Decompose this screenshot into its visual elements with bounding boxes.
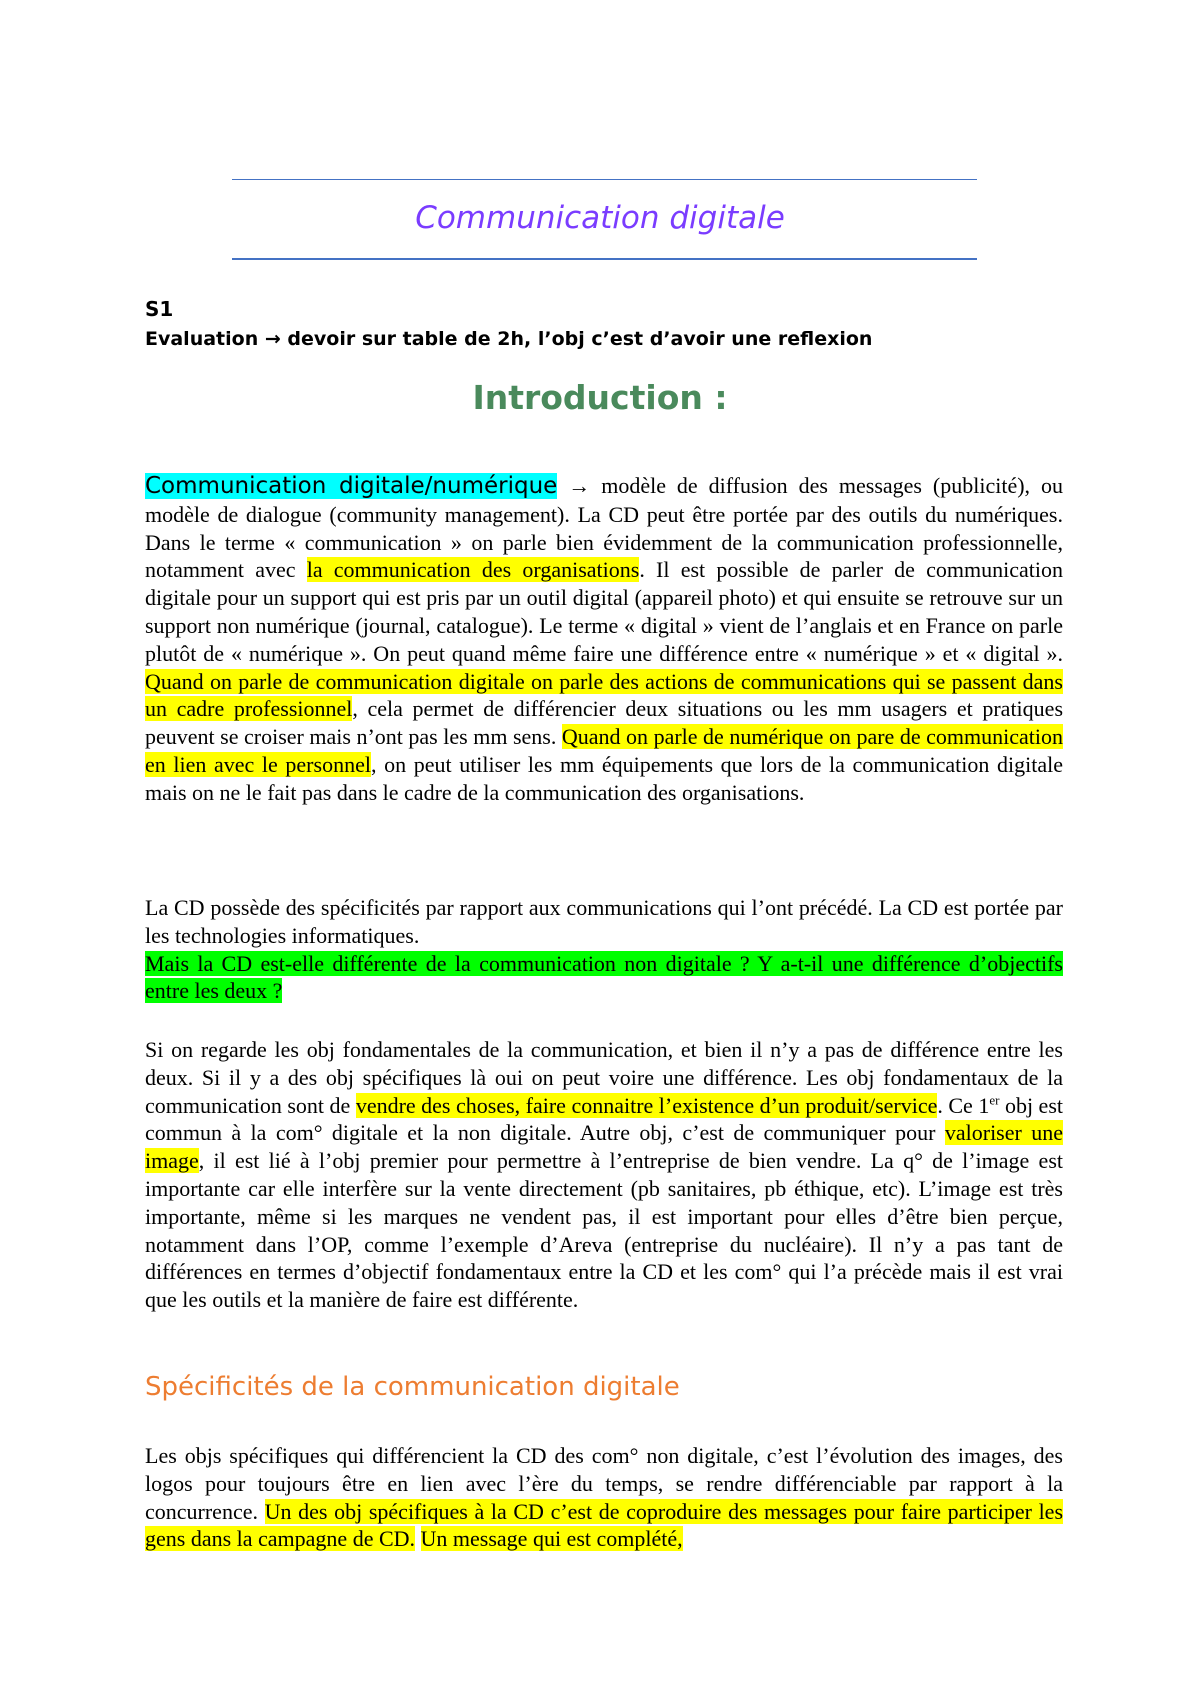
text-run: La CD possède des spécificités par rapport aux communications qui l’ont précédé. La CD est portée par les technologies informatiques. <box>145 895 1063 948</box>
evaluation-text: devoir sur table de 2h, l’obj c’est d’avoir une reflexion <box>280 328 873 350</box>
text-run: , cela permet de différencier deux situations ou les mm usagers et pratiques peuvent se croiser mais n’ont pas les mm sens. <box>145 696 1063 750</box>
highlight-run: Un des obj spécifiques à la CD c’est de coproduire des messages pour faire participer les gens dans la campagne de CD. <box>145 1498 1064 1552</box>
document-title: Communication digitale <box>415 200 785 236</box>
intro-heading: Introduction : <box>472 378 728 417</box>
superscript: er <box>989 1092 1000 1108</box>
text-run <box>415 1526 421 1551</box>
term-highlight: Communication digitale/numérique <box>145 473 558 499</box>
semester-label: S1 <box>145 297 174 321</box>
evaluation-line <box>145 328 872 350</box>
text-run: obj est commun à la com° digitale et la non digitale. Autre obj, c’est de communiquer pour <box>145 1092 1063 1146</box>
highlight-run: valoriser une image <box>145 1120 1063 1174</box>
highlight-run: Quand on parle de numérique on pare de communication en lien avec le personnel <box>145 724 1063 777</box>
section-heading: Spécificités de la communication digitale <box>145 1372 680 1402</box>
highlight-run: Quand on parle de communication digitale on parle des actions de communications qui se passent dans un cadre professionnel <box>145 668 1063 722</box>
text-run: Les objs spécifiques qui différencient la CD des com° non digitale, c’est l’évolution des images, des logos pour toujours être en lien avec l’ère du temps, se rendre différenciable par rapport à la concurrence. <box>145 1443 1063 1524</box>
text-run: . Il est possible de parler de communication digitale pour un support qui est pris par un outil digital (appareil photo) et qui ensuite se retrouve sur un support non numérique (journal, catalogue). Le terme « digital » vient de l’anglais et en France on parle plutôt de « numérique ». On peut quand même faire une différence entre « numérique » et « digital ». <box>145 557 1063 666</box>
text-run: modèle de diffusion des messages (publicité), ou modèle de dialogue (community management). La CD peut être portée par des outils du numériques. Dans le terme « communication » on parle bien évidemment de la communication professionnelle, notamment avec <box>145 473 1064 583</box>
green-highlight-run: Mais la CD est-elle différente de la communication non digitale ? Y a-t-il une différence d’objectifs entre les deux ? <box>145 950 1063 1004</box>
text-run: . Ce 1 <box>937 1092 990 1118</box>
arrow-icon: → <box>568 473 591 498</box>
evaluation-label: Evaluation <box>145 328 259 350</box>
paragraph-3 <box>145 1036 1063 1314</box>
highlight-run: vendre des choses, faire connaitre l’existence d’un produit/service <box>355 1092 938 1118</box>
text-run: , on peut utiliser les mm équipements que lors de la communication digitale mais on ne le fait pas dans le cadre de la communication des organisations. <box>145 751 1063 805</box>
highlight-run: la communication des organisations <box>306 557 640 583</box>
paragraph-2 <box>145 894 1063 1005</box>
paragraph-1 <box>145 472 1063 807</box>
title-rule-top <box>232 179 977 180</box>
highlight-run: Un message qui est complété, <box>420 1526 683 1552</box>
paragraph-4 <box>145 1442 1063 1553</box>
text-run: Si on regarde les obj fondamentales de la communication, et bien il n’y a pas de différence entre les deux. Si il y a des obj spécifiques là oui on peut voire une différence. Les obj fondamentaux de la communication sont de <box>145 1037 1063 1118</box>
arrow-icon: → <box>264 328 281 350</box>
title-rule-bottom <box>232 258 977 260</box>
text-run: , il est lié à l’obj premier pour permettre à l’entreprise de bien vendre. La q° de l’image est importante car elle interfère sur la vente directement (pb sanitaires, pb éthique, etc). L’image est très importante, même si les marques ne vendent pas, il est important pour elles d’être bien perçue, notamment dans l’OP, comme l’exemple d’Areva (entreprise du nucléaire). Il n’y a pas tant de différences en termes d’objectif fondamentaux entre la CD et les com° qui l’a précède mais il est vrai que les outils et la manière de faire est différente. <box>145 1148 1063 1313</box>
